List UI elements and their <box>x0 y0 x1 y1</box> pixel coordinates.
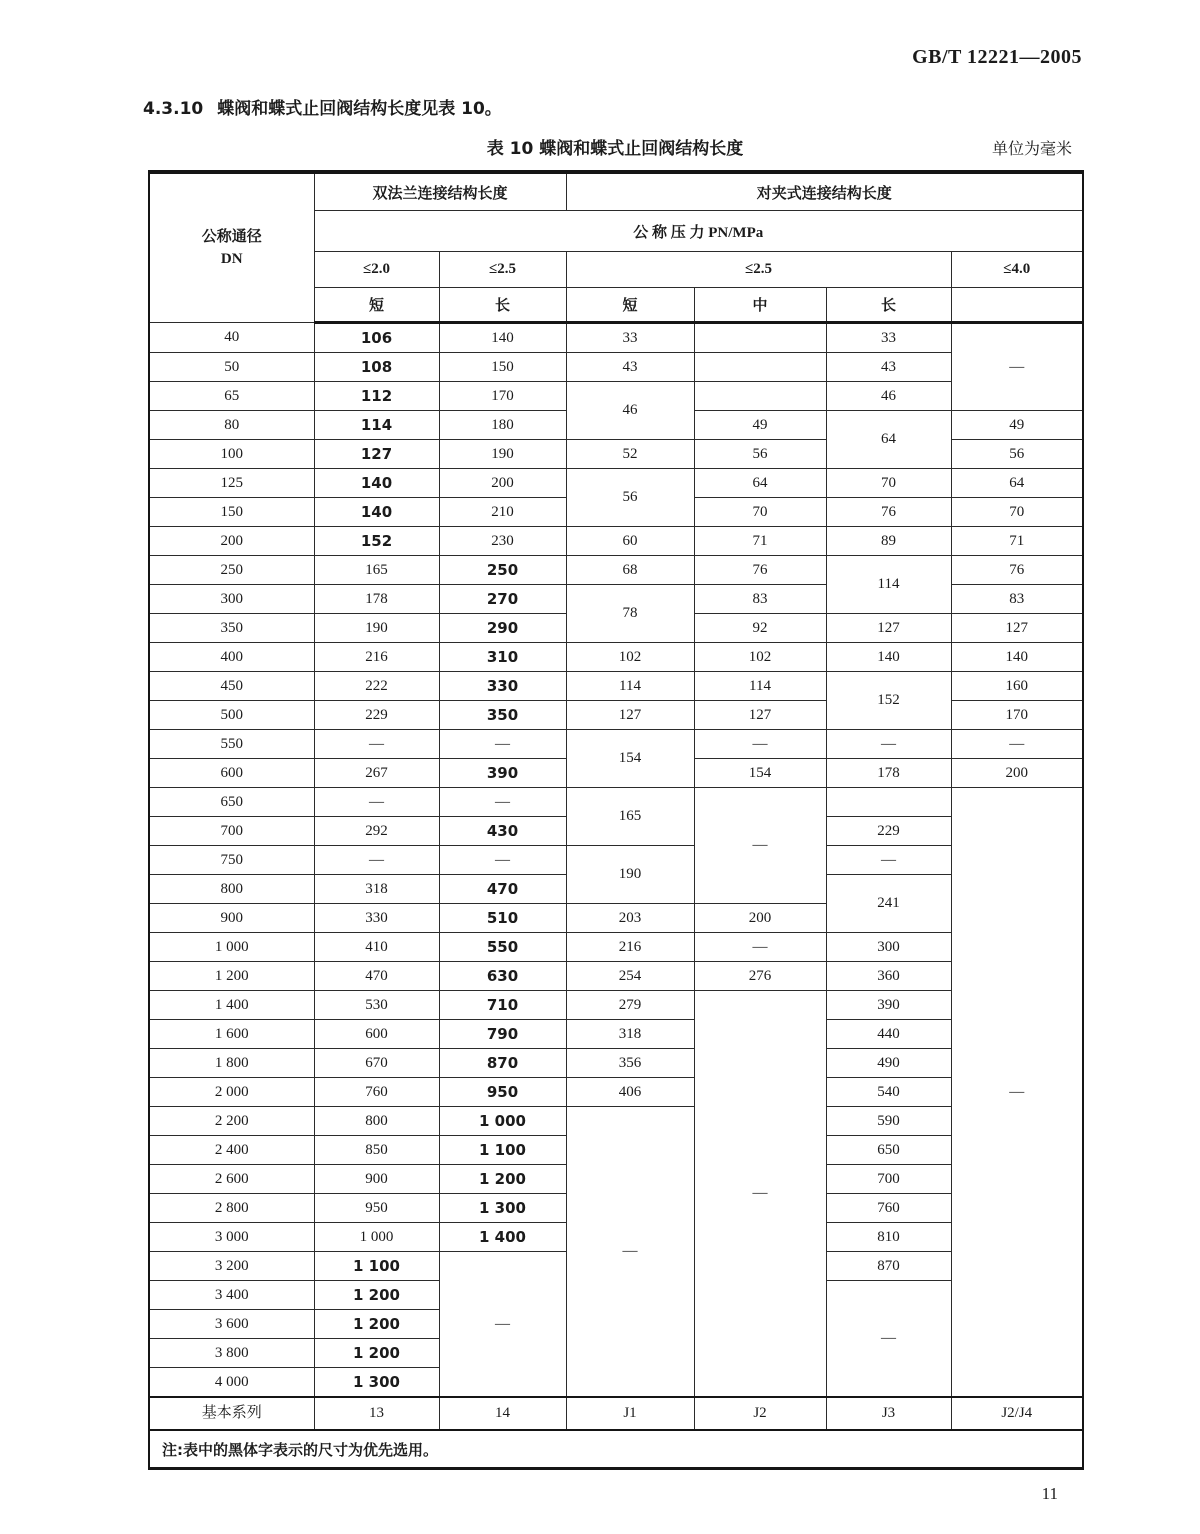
value-cell: 140 <box>951 643 1083 672</box>
value-cell: 330 <box>439 672 566 701</box>
value-cell: 230 <box>439 527 566 556</box>
value-cell: — <box>314 730 439 759</box>
header-cell-short-flanged: 短 <box>314 288 439 323</box>
table-row <box>149 1078 1083 1107</box>
dn-cell: 1 000 <box>149 933 314 962</box>
value-cell: 127 <box>694 701 826 730</box>
value-cell: 790 <box>439 1020 566 1049</box>
value-cell: 46 <box>826 382 951 411</box>
table-body <box>149 323 1083 1431</box>
section-text: 蝶阀和蝶式止回阀结构长度见表 10。 <box>217 99 502 119</box>
header-cell-long-wafer: 长 <box>826 288 951 323</box>
dn-cell: 1 400 <box>149 991 314 1020</box>
value-cell: 390 <box>826 991 951 1020</box>
value-cell: 70 <box>826 469 951 498</box>
value-cell: 1 100 <box>314 1252 439 1281</box>
value-cell: 83 <box>694 585 826 614</box>
dn-label-line1: 公称通径 <box>201 228 262 245</box>
table-row <box>149 991 1083 1020</box>
value-cell: 229 <box>314 701 439 730</box>
header-cell-pn40-blank <box>951 288 1083 323</box>
value-cell: 350 <box>439 701 566 730</box>
value-cell: 52 <box>566 440 694 469</box>
value-cell: 190 <box>566 846 694 904</box>
value-cell: 1 000 <box>314 1223 439 1252</box>
value-cell: 190 <box>314 614 439 643</box>
value-cell: 270 <box>439 585 566 614</box>
section-line <box>143 94 502 119</box>
dn-cell: 2 400 <box>149 1136 314 1165</box>
dn-cell: 50 <box>149 353 314 382</box>
value-cell: 76 <box>951 556 1083 585</box>
value-cell: 490 <box>826 1049 951 1078</box>
value-cell: 76 <box>826 498 951 527</box>
value-cell: 216 <box>566 933 694 962</box>
table-row <box>149 1107 1083 1136</box>
value-cell: 430 <box>439 817 566 846</box>
header-cell-pn25-flanged: ≤2.5 <box>439 252 566 288</box>
table-row <box>149 1049 1083 1078</box>
value-cell: — <box>826 1281 951 1398</box>
dn-cell: 80 <box>149 411 314 440</box>
value-cell: 650 <box>826 1136 951 1165</box>
table-row <box>149 527 1083 556</box>
value-cell: 154 <box>566 730 694 788</box>
note-row <box>149 1430 1083 1469</box>
value-cell: 950 <box>314 1194 439 1223</box>
value-cell: — <box>314 788 439 817</box>
value-cell: 200 <box>439 469 566 498</box>
value-cell: 1 200 <box>314 1281 439 1310</box>
header-cell-short-wafer: 短 <box>566 288 694 323</box>
value-cell: 1 200 <box>314 1339 439 1368</box>
value-cell <box>694 323 826 353</box>
value-cell: — <box>439 730 566 759</box>
value-cell: 127 <box>826 614 951 643</box>
value-cell <box>826 788 951 817</box>
value-cell: 14 <box>439 1397 566 1430</box>
dn-cell: 350 <box>149 614 314 643</box>
value-cell: 510 <box>439 904 566 933</box>
value-cell: 178 <box>314 585 439 614</box>
value-cell: J2 <box>694 1397 826 1430</box>
value-cell: — <box>439 788 566 817</box>
value-cell: 70 <box>694 498 826 527</box>
value-cell: 254 <box>566 962 694 991</box>
value-cell: 600 <box>314 1020 439 1049</box>
value-cell: — <box>566 1107 694 1398</box>
value-cell: 127 <box>314 440 439 469</box>
value-cell: 870 <box>439 1049 566 1078</box>
value-cell: 56 <box>694 440 826 469</box>
value-cell: 127 <box>951 614 1083 643</box>
table-row <box>149 353 1083 382</box>
value-cell: 43 <box>566 353 694 382</box>
dn-cell: 3 800 <box>149 1339 314 1368</box>
dn-cell: 3 200 <box>149 1252 314 1281</box>
value-cell: 114 <box>566 672 694 701</box>
dn-cell: 1 600 <box>149 1020 314 1049</box>
dn-cell: 800 <box>149 875 314 904</box>
value-cell: 56 <box>951 440 1083 469</box>
value-cell: 360 <box>826 962 951 991</box>
table-row <box>149 556 1083 585</box>
value-cell: 83 <box>951 585 1083 614</box>
value-cell: J2/J4 <box>951 1397 1083 1430</box>
value-cell: 78 <box>566 585 694 643</box>
dn-cell: 65 <box>149 382 314 411</box>
header-cell-pn25-wafer: ≤2.5 <box>566 252 951 288</box>
value-cell: 300 <box>826 933 951 962</box>
value-cell: 92 <box>694 614 826 643</box>
header-cell-flanged-group: 双法兰连接结构长度 <box>314 172 566 211</box>
value-cell: 102 <box>566 643 694 672</box>
value-cell: 850 <box>314 1136 439 1165</box>
table-row <box>149 469 1083 498</box>
dn-cell: 200 <box>149 527 314 556</box>
value-cell: 800 <box>314 1107 439 1136</box>
dn-cell: 2 800 <box>149 1194 314 1223</box>
value-cell: 127 <box>566 701 694 730</box>
dn-cell: 600 <box>149 759 314 788</box>
value-cell <box>694 382 826 411</box>
value-cell: — <box>694 788 826 904</box>
header-cell-wafer-group: 对夹式连接结构长度 <box>566 172 1083 211</box>
value-cell: 700 <box>826 1165 951 1194</box>
dn-cell: 1 800 <box>149 1049 314 1078</box>
series-label-cell: 基本系列 <box>149 1397 314 1430</box>
value-cell: 710 <box>439 991 566 1020</box>
value-cell: 170 <box>951 701 1083 730</box>
header-cell-dn <box>149 172 314 323</box>
table-row <box>149 1020 1083 1049</box>
section-number: 4.3.10 <box>143 99 204 119</box>
value-cell: 1 400 <box>439 1223 566 1252</box>
series-row <box>149 1397 1083 1430</box>
value-cell: 760 <box>314 1078 439 1107</box>
value-cell: 165 <box>314 556 439 585</box>
value-cell: — <box>826 730 951 759</box>
table-title: 表 10 蝶阀和蝶式止回阀结构长度 <box>486 139 744 159</box>
value-cell: 200 <box>694 904 826 933</box>
value-cell: 440 <box>826 1020 951 1049</box>
table-row <box>149 846 1083 875</box>
value-cell: 180 <box>439 411 566 440</box>
dn-cell: 250 <box>149 556 314 585</box>
header-cell-long-flanged: 长 <box>439 288 566 323</box>
value-cell: 900 <box>314 1165 439 1194</box>
value-cell: 13 <box>314 1397 439 1430</box>
dn-cell: 450 <box>149 672 314 701</box>
value-cell: 150 <box>439 353 566 382</box>
value-cell: — <box>439 846 566 875</box>
value-cell: 152 <box>826 672 951 730</box>
value-cell: 1 200 <box>439 1165 566 1194</box>
value-cell: 1 000 <box>439 1107 566 1136</box>
table-row <box>149 730 1083 759</box>
dn-cell: 500 <box>149 701 314 730</box>
value-cell: 114 <box>694 672 826 701</box>
value-cell: 46 <box>566 382 694 440</box>
dn-cell: 3 600 <box>149 1310 314 1339</box>
dn-cell: 1 200 <box>149 962 314 991</box>
value-cell: 140 <box>314 469 439 498</box>
value-cell: 112 <box>314 382 439 411</box>
value-cell: 64 <box>694 469 826 498</box>
header-cell-pn20: ≤2.0 <box>314 252 439 288</box>
dn-cell: 700 <box>149 817 314 846</box>
value-cell: 670 <box>314 1049 439 1078</box>
dn-cell: 4 000 <box>149 1368 314 1398</box>
value-cell: 140 <box>826 643 951 672</box>
value-cell: J3 <box>826 1397 951 1430</box>
value-cell: 89 <box>826 527 951 556</box>
value-cell: 318 <box>566 1020 694 1049</box>
table-caption-row <box>148 134 1082 162</box>
value-cell: 470 <box>439 875 566 904</box>
value-cell: 49 <box>951 411 1083 440</box>
value-cell: 140 <box>314 498 439 527</box>
value-cell: 410 <box>314 933 439 962</box>
value-cell: J1 <box>566 1397 694 1430</box>
value-cell: 76 <box>694 556 826 585</box>
value-cell: 229 <box>826 817 951 846</box>
dn-cell: 300 <box>149 585 314 614</box>
value-cell: 71 <box>694 527 826 556</box>
dn-cell: 650 <box>149 788 314 817</box>
table-row <box>149 672 1083 701</box>
table-row <box>149 643 1083 672</box>
value-cell: 1 100 <box>439 1136 566 1165</box>
value-cell: 550 <box>439 933 566 962</box>
header-cell-pressure: 公 称 压 力 PN/MPa <box>314 211 1083 252</box>
value-cell: 1 300 <box>439 1194 566 1223</box>
value-cell: 160 <box>951 672 1083 701</box>
value-cell: 33 <box>566 323 694 353</box>
dn-cell: 40 <box>149 323 314 353</box>
value-cell: 210 <box>439 498 566 527</box>
dn-cell: 750 <box>149 846 314 875</box>
value-cell: 114 <box>826 556 951 614</box>
value-cell: — <box>826 846 951 875</box>
table-row <box>149 323 1083 353</box>
value-cell: 630 <box>439 962 566 991</box>
value-cell: 406 <box>566 1078 694 1107</box>
value-cell: 64 <box>826 411 951 469</box>
value-cell: — <box>951 730 1083 759</box>
dn-cell: 150 <box>149 498 314 527</box>
value-cell: 178 <box>826 759 951 788</box>
table-row <box>149 962 1083 991</box>
dn-cell: 2 200 <box>149 1107 314 1136</box>
dn-cell: 550 <box>149 730 314 759</box>
value-cell: 190 <box>439 440 566 469</box>
dn-cell: 100 <box>149 440 314 469</box>
value-cell: 200 <box>951 759 1083 788</box>
dn-cell: 3 400 <box>149 1281 314 1310</box>
value-cell: 140 <box>439 323 566 353</box>
table-header <box>149 172 1083 323</box>
value-cell: 276 <box>694 962 826 991</box>
value-cell: 49 <box>694 411 826 440</box>
value-cell: — <box>314 846 439 875</box>
value-cell: — <box>951 788 1083 1398</box>
dn-cell: 2 600 <box>149 1165 314 1194</box>
value-cell: 56 <box>566 469 694 527</box>
value-cell: 760 <box>826 1194 951 1223</box>
unit-note: 单位为毫米 <box>991 139 1072 158</box>
value-cell: 33 <box>826 323 951 353</box>
value-cell: 540 <box>826 1078 951 1107</box>
value-cell: 170 <box>439 382 566 411</box>
value-cell: 43 <box>826 353 951 382</box>
page-number: 11 <box>1041 1484 1058 1503</box>
dn-label-line2: DN <box>220 251 243 267</box>
table-row <box>149 382 1083 411</box>
value-cell: 318 <box>314 875 439 904</box>
value-cell: 279 <box>566 991 694 1020</box>
value-cell: 114 <box>314 411 439 440</box>
value-cell: 60 <box>566 527 694 556</box>
table-note: 注:表中的黑体字表示的尺寸为优先选用。 <box>149 1430 1083 1469</box>
value-cell: 310 <box>439 643 566 672</box>
value-cell: 241 <box>826 875 951 933</box>
value-cell: 356 <box>566 1049 694 1078</box>
dn-cell: 3 000 <box>149 1223 314 1252</box>
standard-number: GB/T 12221—2005 <box>912 46 1082 68</box>
dn-cell: 2 000 <box>149 1078 314 1107</box>
value-cell: 70 <box>951 498 1083 527</box>
value-cell: 950 <box>439 1078 566 1107</box>
value-cell: — <box>694 730 826 759</box>
value-cell: 165 <box>566 788 694 846</box>
value-cell: 152 <box>314 527 439 556</box>
header-cell-pn40: ≤4.0 <box>951 252 1083 288</box>
value-cell: 1 300 <box>314 1368 439 1398</box>
value-cell: 470 <box>314 962 439 991</box>
value-cell: 267 <box>314 759 439 788</box>
value-cell: — <box>439 1252 566 1398</box>
value-cell: 102 <box>694 643 826 672</box>
value-cell: 250 <box>439 556 566 585</box>
value-cell: 222 <box>314 672 439 701</box>
value-cell: 68 <box>566 556 694 585</box>
value-cell: 290 <box>439 614 566 643</box>
table-10 <box>148 170 1084 1470</box>
value-cell: 154 <box>694 759 826 788</box>
value-cell: 216 <box>314 643 439 672</box>
dn-cell: 400 <box>149 643 314 672</box>
dn-cell: 125 <box>149 469 314 498</box>
dn-cell: 900 <box>149 904 314 933</box>
value-cell: 810 <box>826 1223 951 1252</box>
value-cell: 292 <box>314 817 439 846</box>
value-cell: — <box>951 323 1083 411</box>
value-cell: 330 <box>314 904 439 933</box>
value-cell: 203 <box>566 904 694 933</box>
value-cell: — <box>694 933 826 962</box>
table-row <box>149 933 1083 962</box>
value-cell: 71 <box>951 527 1083 556</box>
value-cell: 108 <box>314 353 439 382</box>
value-cell: — <box>694 991 826 1398</box>
value-cell: 64 <box>951 469 1083 498</box>
value-cell <box>694 353 826 382</box>
value-cell: 530 <box>314 991 439 1020</box>
table-row <box>149 788 1083 817</box>
value-cell: 1 200 <box>314 1310 439 1339</box>
value-cell: 390 <box>439 759 566 788</box>
value-cell: 870 <box>826 1252 951 1281</box>
value-cell: 590 <box>826 1107 951 1136</box>
value-cell: 106 <box>314 323 439 353</box>
header-cell-mid-wafer: 中 <box>694 288 826 323</box>
